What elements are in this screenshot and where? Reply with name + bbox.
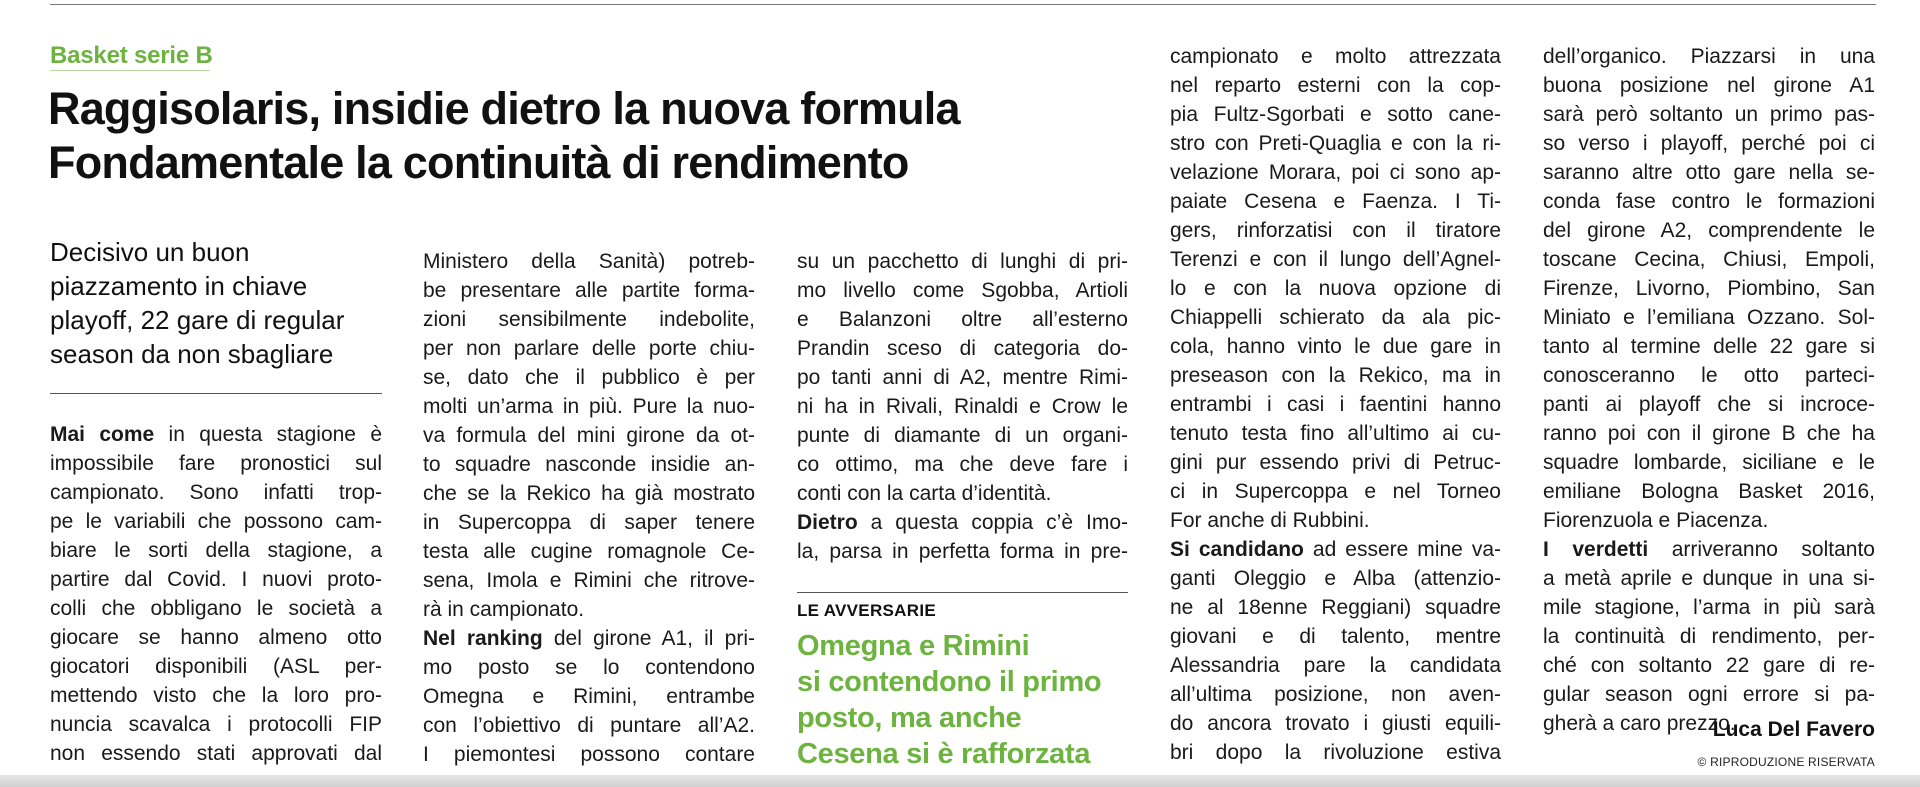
- article-column-2: [423, 247, 755, 769]
- text-line: po tanti anni di A2, mentre Rimi-: [797, 366, 1128, 389]
- paragraph-opening: Nel ranking del girone A1, il pri-: [423, 627, 755, 650]
- column-lines: [50, 449, 382, 768]
- headline-line: Fondamentale la continuità di rendimento: [48, 137, 909, 188]
- text-line: ganti Oleggio e Alba (attenzio-: [1170, 567, 1501, 590]
- column-lines: [1170, 564, 1501, 767]
- sidebar-title-line: si contendono il primo: [797, 666, 1102, 698]
- text-line: For anche di Rubbini.: [1170, 509, 1370, 532]
- sidebar-label: LE AVVERSARIE: [797, 601, 936, 620]
- text-line: cola, hanno vinto le due gare in: [1170, 335, 1501, 358]
- text-line: su un pacchetto di lunghi di pri-: [797, 250, 1128, 273]
- text-line: gherà a caro prezzo.: [1543, 712, 1736, 735]
- text-line: tenuto testa fino all’ultimo ai cu-: [1170, 422, 1501, 445]
- text-line: do ancora trovato i giusti equili-: [1170, 712, 1501, 735]
- text-line: toscane Cecina, Chiusi, Empoli,: [1543, 248, 1875, 271]
- subheadline: [50, 235, 380, 371]
- text-line: biare le sorti della stagione, a: [50, 539, 382, 562]
- sidebar-title: [797, 628, 1137, 772]
- text-line: I piemontesi possono contare: [423, 743, 755, 766]
- text-line: conda fase contro le formazioni: [1543, 190, 1875, 213]
- text-line: pia Fultz-Sgorbati e sotto cane-: [1170, 103, 1501, 126]
- paragraph-opening: I verdetti arriveranno soltanto: [1543, 538, 1875, 561]
- text-line: la continuità di rendimento, per-: [1543, 625, 1875, 648]
- text-line: mo livello come Sgobba, Artioli: [797, 279, 1128, 302]
- text-line: ci in Supercoppa e nel Torneo: [1170, 480, 1501, 503]
- subhead-divider: [50, 393, 382, 394]
- text-line: per non parlare delle porte chiu-: [423, 337, 755, 360]
- text-line: preseason con la Rekico, ma in: [1170, 364, 1501, 387]
- text-line: entrambi i casi i faentini hanno: [1170, 393, 1501, 416]
- text-line: giocare se hanno almeno otto: [50, 626, 382, 649]
- text-line: lo e con la nuova opzione di: [1170, 277, 1501, 300]
- text-line: Ministero della Sanità) potreb-: [423, 250, 755, 273]
- headline: [48, 82, 1148, 190]
- section-kicker: Basket serie B: [50, 42, 213, 69]
- text-line: mo posto se lo contendono: [423, 656, 755, 679]
- text-line: giocatori disponibili (ASL per-: [50, 655, 382, 678]
- text-line: rà in campionato.: [423, 598, 585, 621]
- text-line: so verso i playoff, perché poi ci: [1543, 132, 1875, 155]
- text-line: ne al 18enne Reggiani) squadre: [1170, 596, 1501, 619]
- column-lines: [1543, 42, 1875, 535]
- text-line: stro con Preti-Quaglia e con la ri-: [1170, 132, 1501, 155]
- paragraph-opening: Dietro a questa coppia c’è Imo-: [797, 511, 1128, 534]
- text-line: molti un’arma in più. Pure la nuo-: [423, 395, 755, 418]
- text-line: zioni sensibilmente indebolite,: [423, 308, 755, 331]
- column-lines: [797, 247, 1128, 508]
- sidebar-title-line: Omegna e Rimini: [797, 630, 1030, 662]
- text-line: all’ultima posizione, non aven-: [1170, 683, 1501, 706]
- text-line: testa alle cugine romagnole Ce-: [423, 540, 755, 563]
- text-line: squadre lombarde, siciliane e le: [1543, 451, 1875, 474]
- text-line: buona posizione nel girone A1: [1543, 74, 1875, 97]
- paragraph-opening: Si candidano ad essere mine va-: [1170, 538, 1502, 561]
- text-line: a metà aprile e dunque in una si-: [1543, 567, 1875, 590]
- text-line: emiliane Bologna Basket 2016,: [1543, 480, 1875, 503]
- headline-line: Raggisolaris, insidie dietro la nuova formula: [48, 83, 960, 134]
- copyright-notice: © RIPRODUZIONE RISERVATA: [1697, 755, 1875, 769]
- lead-in-bold: Dietro: [797, 511, 858, 534]
- page-bottom-band: [0, 775, 1920, 787]
- text-line: colli che obbligano le società a: [50, 597, 382, 620]
- text-line: ché con soltanto 22 gare di re-: [1543, 654, 1875, 677]
- paragraph-opening: Mai come in questa stagione è: [50, 423, 382, 446]
- text-line: tanto al termine delle 22 gare si: [1543, 335, 1875, 358]
- text-line: Miniato e l’emiliana Ozzano. Sol-: [1543, 306, 1875, 329]
- top-rule: [50, 4, 1876, 5]
- text-line: impossibile fare pronostici sul: [50, 452, 382, 475]
- text-line: ni ha in Rivali, Rinaldi e Crow le: [797, 395, 1128, 418]
- author-byline: Luca Del Favero: [1712, 718, 1875, 741]
- text-line: e Balanzoni oltre all’esterno: [797, 308, 1128, 331]
- text-line: velazione Morara, poi ci sono ap-: [1170, 161, 1501, 184]
- text-line: nuncia scavalca i protocolli FIP: [50, 713, 382, 736]
- subhead-line: season da non sbagliare: [50, 339, 334, 369]
- text-line: va formula del mini girone da ot-: [423, 424, 755, 447]
- text-line: panti ai playoff che si incroce-: [1543, 393, 1875, 416]
- text-line: ranno poi con il girone B che ha: [1543, 422, 1875, 445]
- text-line: dell’organico. Piazzarsi in una: [1543, 45, 1875, 68]
- text-line: giovani e di talento, mentre: [1170, 625, 1501, 648]
- column-lines: [423, 653, 755, 769]
- column-lines: [797, 537, 1128, 566]
- text-line: co ottimo, ma che deve fare i: [797, 453, 1128, 476]
- text-line: conosceranno le otto parteci-: [1543, 364, 1875, 387]
- subhead-line: playoff, 22 gare di regular: [50, 305, 345, 335]
- text-line: non essendo stati approvati dal: [50, 742, 382, 765]
- text-line: mettendo visto che la loro pro-: [50, 684, 382, 707]
- text-line: gular season ogni errore si pa-: [1543, 683, 1875, 706]
- text-line: saranno altre otto gare nella se-: [1543, 161, 1875, 184]
- sidebar-title-line: posto, ma anche: [797, 702, 1022, 734]
- article-column-3: [797, 247, 1128, 566]
- text-line: in Supercoppa di saper tenere: [423, 511, 755, 534]
- text-line: sena, Imola e Rimini che ritrove-: [423, 569, 755, 592]
- text-line: gini pur essendo privi di Petruc-: [1170, 451, 1501, 474]
- text-line: nel reparto esterni con la cop-: [1170, 74, 1501, 97]
- sidebar-divider: [797, 592, 1128, 593]
- article-column-5: [1543, 42, 1875, 738]
- lead-in-bold: I verdetti: [1543, 538, 1649, 561]
- text-line: del girone A2, comprendente le: [1543, 219, 1875, 242]
- text-line: sarà però soltanto un primo pas-: [1543, 103, 1875, 126]
- text-line: pe le variabili che possono cam-: [50, 510, 382, 533]
- text-line: Fiorenzuola e Piacenza.: [1543, 509, 1769, 532]
- text-line: campionato. Sono infatti trop-: [50, 481, 382, 504]
- lead-in-bold: Mai come: [50, 423, 155, 446]
- text-line: campionato e molto attrezzata: [1170, 45, 1501, 68]
- column-lines: [1170, 42, 1501, 535]
- text-line: punte di diamante di un organi-: [797, 424, 1128, 447]
- text-line: gers, rinforzatisi con il tiratore: [1170, 219, 1501, 242]
- text-line: to squadre nasconde insidie an-: [423, 453, 755, 476]
- text-line: la, parsa in perfetta forma in pre-: [797, 540, 1128, 563]
- article-column-1: [50, 420, 382, 768]
- text-line: se, dato che il pubblico è per: [423, 366, 755, 389]
- subhead-line: Decisivo un buon: [50, 237, 250, 267]
- text-line: Firenze, Livorno, Piombino, San: [1543, 277, 1875, 300]
- article-column-4: [1170, 42, 1501, 767]
- text-line: conti con la carta d’identità.: [797, 482, 1052, 505]
- subhead-line: piazzamento in chiave: [50, 271, 308, 301]
- text-line: Alessandria pare la candidata: [1170, 654, 1501, 677]
- text-line: con l’obiettivo di puntare all’A2.: [423, 714, 755, 737]
- text-line: be presentare alle partite forma-: [423, 279, 755, 302]
- column-lines: [1543, 564, 1875, 738]
- text-line: che se la Rekico ha già mostrato: [423, 482, 755, 505]
- lead-in-bold: Si candidano: [1170, 538, 1304, 561]
- text-line: bri dopo la rivoluzione estiva: [1170, 741, 1501, 764]
- text-line: mile stagione, l’arma in più sarà: [1543, 596, 1875, 619]
- text-line: partire dal Covid. I nuovi proto-: [50, 568, 382, 591]
- text-line: Terenzi e con il lungo dell’Agnel-: [1170, 248, 1501, 271]
- text-line: paiate Cesena e Faenza. I Ti-: [1170, 190, 1501, 213]
- column-lines: [423, 247, 755, 624]
- text-line: Omegna e Rimini, entrambe: [423, 685, 755, 708]
- kicker-underline: [50, 70, 210, 71]
- lead-in-bold: Nel ranking: [423, 627, 543, 650]
- text-line: Chiappelli schierato da ala pic-: [1170, 306, 1501, 329]
- sidebar-title-line: Cesena si è rafforzata: [797, 738, 1091, 770]
- text-line: Prandin sceso di categoria do-: [797, 337, 1128, 360]
